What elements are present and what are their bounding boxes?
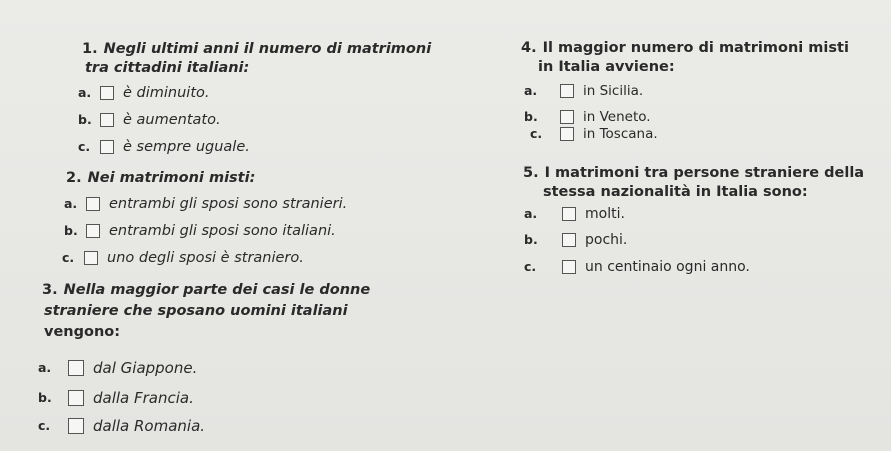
question-5-line-1: I matrimoni tra persone straniere della [544,165,865,181]
checkbox-1a[interactable] [100,86,114,100]
question-5-option-a[interactable] [524,205,625,223]
question-4-option-a[interactable] [524,82,643,100]
checkbox-3c[interactable] [68,418,84,434]
question-3-line-3: vengono: [44,324,121,340]
question-5-option-b[interactable] [524,231,627,249]
option-letter: a. [524,206,538,221]
option-letter: c. [38,418,51,433]
question-4-option-b[interactable] [524,108,651,126]
option-text: uno degli sposi è straniero. [107,250,304,266]
question-3-option-b[interactable] [38,389,194,407]
question-5-prompt [523,164,889,202]
question-2-line-1: Nei matrimoni misti: [87,170,256,186]
question-1-line-1: Negli ultimi anni il numero di matrimoni [103,41,432,57]
question-2-prompt [66,169,466,188]
option-text: molti. [585,206,625,222]
checkbox-3b[interactable] [68,390,84,406]
option-letter: c. [62,250,75,265]
question-5-number: 5. [523,165,539,181]
question-1-option-b[interactable] [78,111,221,129]
question-1-number: 1. [82,41,98,57]
option-text: in Sicilia. [583,83,644,99]
option-text: in Toscana. [583,126,658,142]
question-5-option-c[interactable] [524,258,750,276]
option-text: dalla Francia. [93,389,194,407]
checkbox-5b[interactable] [562,233,576,247]
question-3-line-2: straniere che sposano uomini italiani [44,303,348,319]
question-2-option-a[interactable] [64,195,347,213]
checkbox-2b[interactable] [86,224,100,238]
option-letter: c. [530,126,543,141]
question-4-number: 4. [521,40,537,56]
option-letter: b. [64,223,78,238]
option-text: entrambi gli sposi sono stranieri. [109,196,348,212]
question-1-option-c[interactable] [78,138,250,156]
option-letter: c. [524,259,537,274]
checkbox-4a[interactable] [560,84,574,98]
question-3-line-1: Nella maggior parte dei casi le donne [63,282,371,298]
question-2-number: 2. [66,170,82,186]
option-letter: a. [524,83,538,98]
option-text: pochi. [585,232,628,248]
checkbox-2c[interactable] [84,251,98,265]
checkbox-3a[interactable] [68,360,84,376]
checkbox-4b[interactable] [560,110,574,124]
option-letter: b. [524,109,538,124]
option-text: è diminuito. [123,85,210,101]
option-text: è aumentato. [123,112,221,128]
option-text: entrambi gli sposi sono italiani. [109,223,336,239]
checkbox-2a[interactable] [86,197,100,211]
question-3-prompt [42,280,462,343]
question-2-option-b[interactable] [64,222,336,240]
option-letter: c. [78,139,91,154]
checkbox-5c[interactable] [562,260,576,274]
checkbox-5a[interactable] [562,207,576,221]
option-text: un centinaio ogni anno. [585,259,750,275]
option-text: dalla Romania. [93,417,206,435]
option-letter: a. [64,196,78,211]
question-4-line-2: in Italia avviene: [538,59,675,75]
question-1-prompt [82,40,482,78]
option-text: è sempre uguale. [123,139,250,155]
question-4-option-c[interactable] [530,125,658,143]
option-letter: a. [38,360,52,375]
question-5-line-2: stessa nazionalità in Italia sono: [543,184,808,200]
option-text: dal Giappone. [93,359,198,377]
question-1-option-a[interactable] [78,84,210,102]
option-letter: b. [38,390,52,405]
question-1-line-2: tra cittadini italiani: [85,60,250,76]
question-4-prompt [521,39,886,77]
option-letter: b. [524,232,538,247]
option-text: in Veneto. [583,109,651,125]
option-letter: b. [78,112,92,127]
checkbox-4c[interactable] [560,127,574,141]
checkbox-1b[interactable] [100,113,114,127]
question-3-number: 3. [42,282,58,298]
question-3-option-c[interactable] [38,417,205,435]
option-letter: a. [78,85,92,100]
question-2-option-c[interactable] [62,249,304,267]
question-4-line-1: Il maggior numero di matrimoni misti [542,40,849,56]
checkbox-1c[interactable] [100,140,114,154]
question-3-option-a[interactable] [38,359,197,377]
